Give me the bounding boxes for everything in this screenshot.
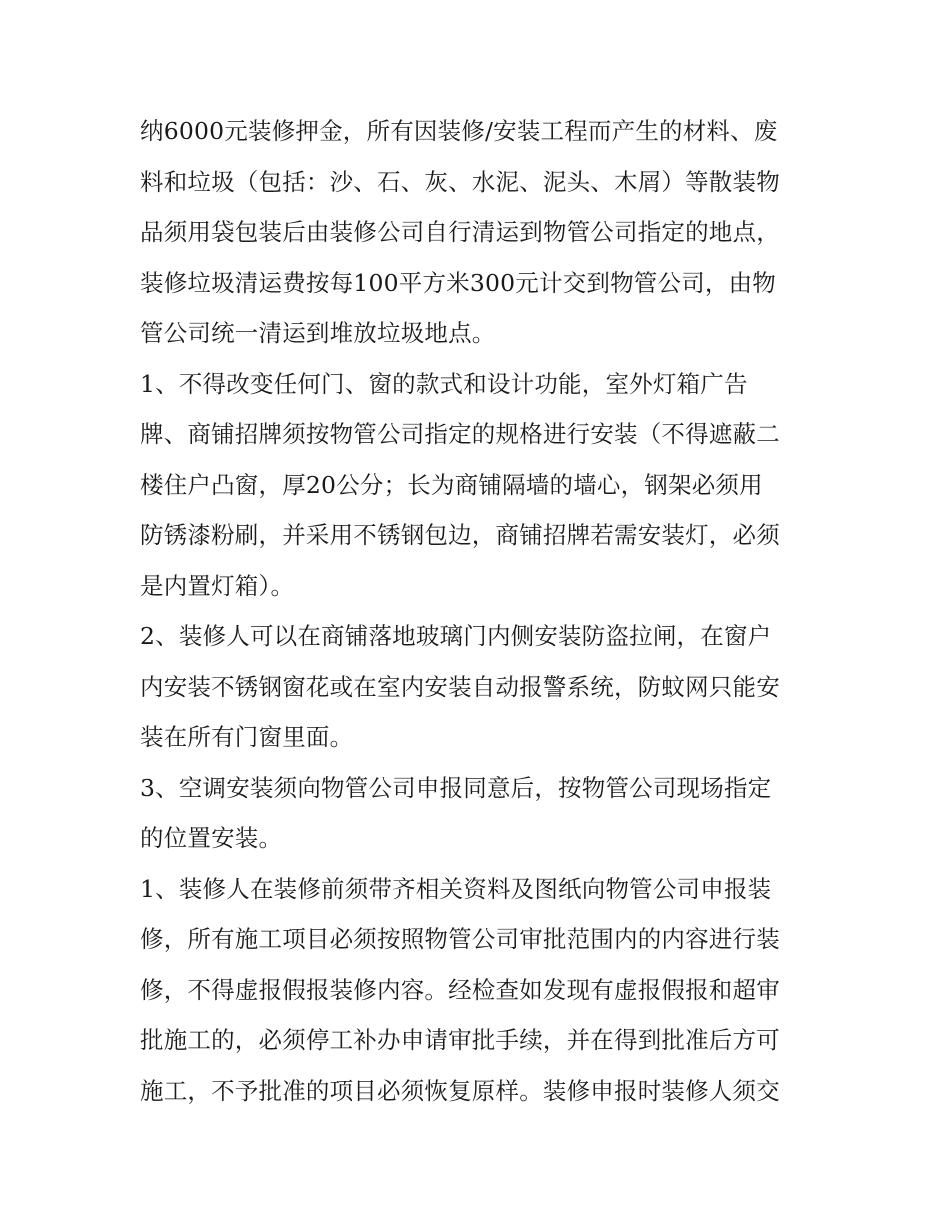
- text-line: 3、空调安装须向物管公司申报同意后，按物管公司现场指定: [140, 773, 772, 802]
- text-line: 牌、商铺招牌须按物管公司指定的规格进行安装（不得遮蔽二: [140, 420, 780, 448]
- text-line: 施工，不予批准的项目必须恢复原样。装修申报时装修人须交: [140, 1076, 780, 1105]
- text-line: 楼住户凸窗，厚20公分；长为商铺隔墙的墙心，钢架必须用: [140, 470, 763, 499]
- text-line: 的位置安装。: [140, 824, 283, 852]
- text-line: 品须用袋包装后由装修公司自行清运到物管公司指定的地点，: [140, 218, 780, 246]
- text-line: 装修垃圾清运费按每100平方米300元计交到物管公司，由物: [140, 268, 777, 297]
- text-line: 修，所有施工项目必须按照物管公司审批范围内的内容进行装: [140, 925, 780, 953]
- text-line: 批施工的，必须停工补办申请审批手续，并在得到批准后方可: [140, 1026, 780, 1054]
- text-line: 装在所有门窗里面。: [140, 723, 354, 751]
- text-line: 修，不得虚报假报装修内容。经检查如发现有虚报假报和超审: [140, 975, 780, 1004]
- text-line: 管公司统一清运到堆放垃圾地点。: [140, 319, 496, 347]
- text-line: 2、装修人可以在商铺落地玻璃门内侧安装防盗拉闸，在窗户: [140, 622, 772, 650]
- text-line: 料和垃圾（包括：沙、石、灰、水泥、泥头、木屑）等散装物: [140, 167, 780, 196]
- text-line: 1、装修人在装修前须带齐相关资料及图纸向物管公司申报装: [140, 874, 772, 903]
- document-page: [140, 111, 820, 1121]
- text-line: 内安装不锈钢窗花或在室内安装自动报警系统，防蚊网只能安: [140, 672, 780, 701]
- text-line: 1、不得改变任何门、窗的款式和设计功能，室外灯箱广告: [140, 369, 748, 398]
- text-line: 是内置灯箱）。: [140, 571, 295, 600]
- text-line: 纳6000元装修押金，所有因装修/安装工程而产生的材料、废: [140, 117, 778, 145]
- text-line: 防锈漆粉刷，并采用不锈钢包边，商铺招牌若需安装灯，必须: [140, 521, 780, 549]
